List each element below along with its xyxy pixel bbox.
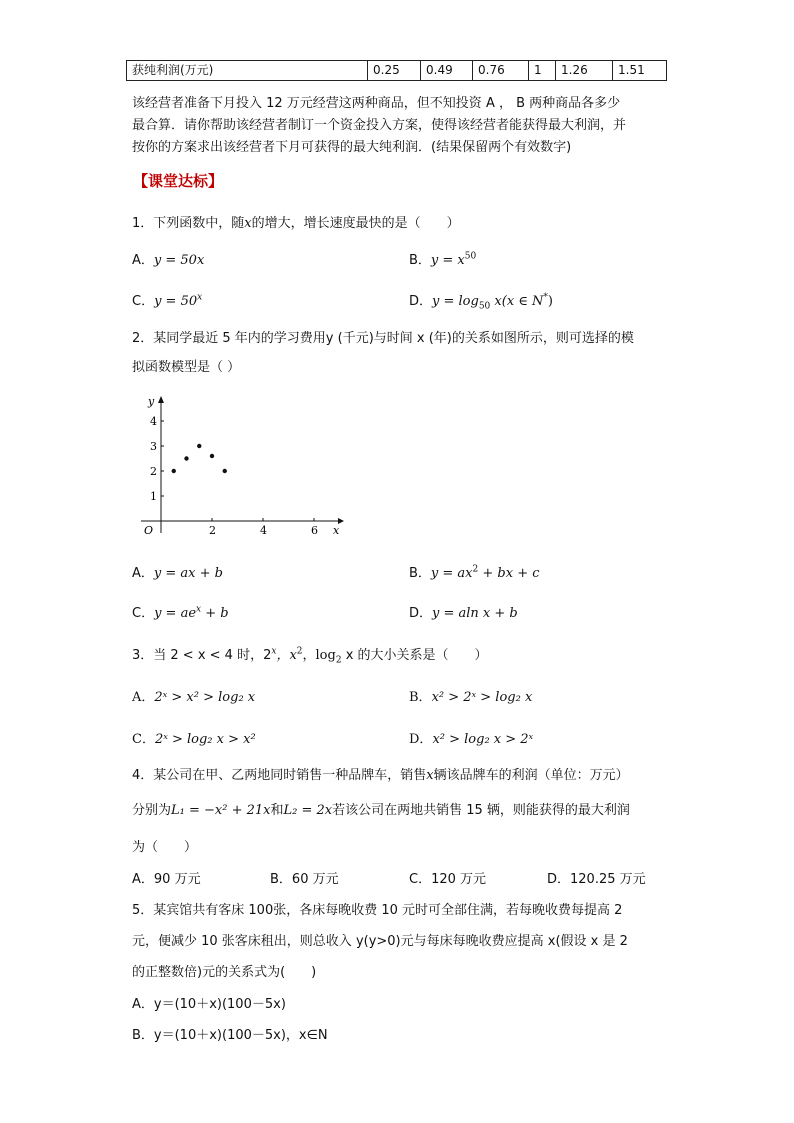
q3-option-b: B．x² > 2ˣ > log₂ x: [409, 690, 533, 705]
question-4-stem-line3: 为（ ）: [132, 840, 198, 855]
q4-option-a: A．90 万元: [132, 872, 201, 887]
question-5-stem-line3: 的正整数倍)元的关系式为( ): [132, 965, 317, 980]
question-3-stem: 3．当 2 < x < 4 时，2$^x$，$x^2$，$\log_2 x$ 的大小关系是（ ）: [132, 646, 488, 666]
q5-option-a: A．y＝(10＋x)(100－5x): [132, 997, 286, 1012]
data-point: [172, 469, 176, 473]
data-point: [210, 454, 214, 458]
origin-label: O: [144, 524, 154, 537]
q2-option-c: C．$y = ae^x + b$: [132, 604, 229, 621]
intro-paragraph: [132, 93, 672, 159]
table-cell: 0.25: [367, 61, 420, 80]
intro-line: 该经营者准备下月投入 12 万元经营这两种商品，但不知投资 A ， B 两种商品各多少: [132, 96, 621, 111]
table-row-label: 获纯利润(万元): [132, 63, 214, 77]
question-1-stem: 1．下列函数中，随x的增大，增长速度最快的是（ ）: [132, 216, 460, 231]
table-cell: 0.76: [472, 61, 528, 80]
section-heading: 【课堂达标】: [133, 172, 224, 190]
intro-line: 按你的方案求出该经营者下月可获得的最大纯利润．(结果保留两个有效数字): [132, 140, 572, 155]
y-tick-label: 1: [150, 490, 157, 503]
q3-option-a: A．2ˣ > x² > log₂ x: [132, 690, 256, 705]
data-table: [126, 60, 667, 81]
x-tick-label: 2: [209, 524, 216, 537]
q4-option-c: C．120 万元: [409, 872, 487, 887]
x-tick-label: 4: [260, 524, 267, 537]
q2-option-a: A．y = ax + b: [132, 566, 223, 581]
q1-option-b: B．$y = x^{50}$: [409, 251, 477, 268]
intro-line: 最合算．请你帮助该经营者制订一个资金投入方案，使得该经营者能获得最大利润，并: [132, 118, 627, 133]
data-point: [223, 469, 227, 473]
q3-option-c: C．2ˣ > log₂ x > x²: [132, 732, 256, 747]
question-5-stem-line1: 5．某宾馆共有客床 100张，各床每晚收费 10 元时可全部住满，若每晚收费每提高 2: [132, 903, 623, 918]
data-point: [184, 456, 188, 460]
x-tick-label: 6: [311, 524, 318, 537]
q4-option-b: B．60 万元: [270, 872, 339, 887]
q1-option-c: C．$y = 50^x$: [132, 292, 203, 309]
data-point: [197, 444, 201, 448]
table-cell: 1.26: [555, 61, 612, 80]
question-4-stem-line2: 分别为L₁ = −x² + 21x和L₂ = 2x若该公司在两地共销售 15 辆，则能获得的最大利润: [132, 803, 630, 818]
q1-option-d: D．$y = \log_{50} x(x$ ∈ N*): [409, 292, 553, 312]
q5-option-b: B．y＝(10＋x)(100－5x)，x∈N: [132, 1028, 328, 1043]
q2-option-b: B．$y = ax^2$ + bx + c: [409, 564, 540, 581]
y-tick-label: 4: [150, 415, 157, 428]
table-cell: 0.49: [420, 61, 472, 80]
table-cell: 1.51: [612, 61, 666, 80]
y-axis-label: y: [148, 395, 155, 408]
x-axis-label: x: [333, 524, 340, 537]
y-axis-arrow: [158, 396, 164, 403]
scatter-chart: [133, 393, 348, 538]
q1-option-a: A．y = 50x: [132, 253, 205, 268]
question-2-stem-line1: 2．某同学最近 5 年内的学习费用y (千元)与时间 x (年)的关系如图所示，则可选择的模: [132, 331, 634, 346]
y-tick-label: 2: [150, 465, 157, 478]
y-tick-label: 3: [150, 440, 157, 453]
table-cell: 1: [528, 61, 555, 80]
question-5-stem-line2: 元，便减少 10 张客床租出，则总收入 y(y>0)元与每床每晚收费应提高 x(假设 x 是 2: [132, 934, 628, 949]
q2-option-d: D．y = aln x + b: [409, 606, 518, 621]
q3-option-d: D．x² > log₂ x > 2ˣ: [409, 732, 534, 747]
question-2-stem-line2: 拟函数模型是（ ）: [132, 360, 241, 375]
q4-option-d: D．120.25 万元: [547, 872, 646, 887]
question-4-stem-line1: 4．某公司在甲、乙两地同时销售一种品牌车，销售x辆该品牌车的利润（单位：万元）: [132, 768, 629, 783]
